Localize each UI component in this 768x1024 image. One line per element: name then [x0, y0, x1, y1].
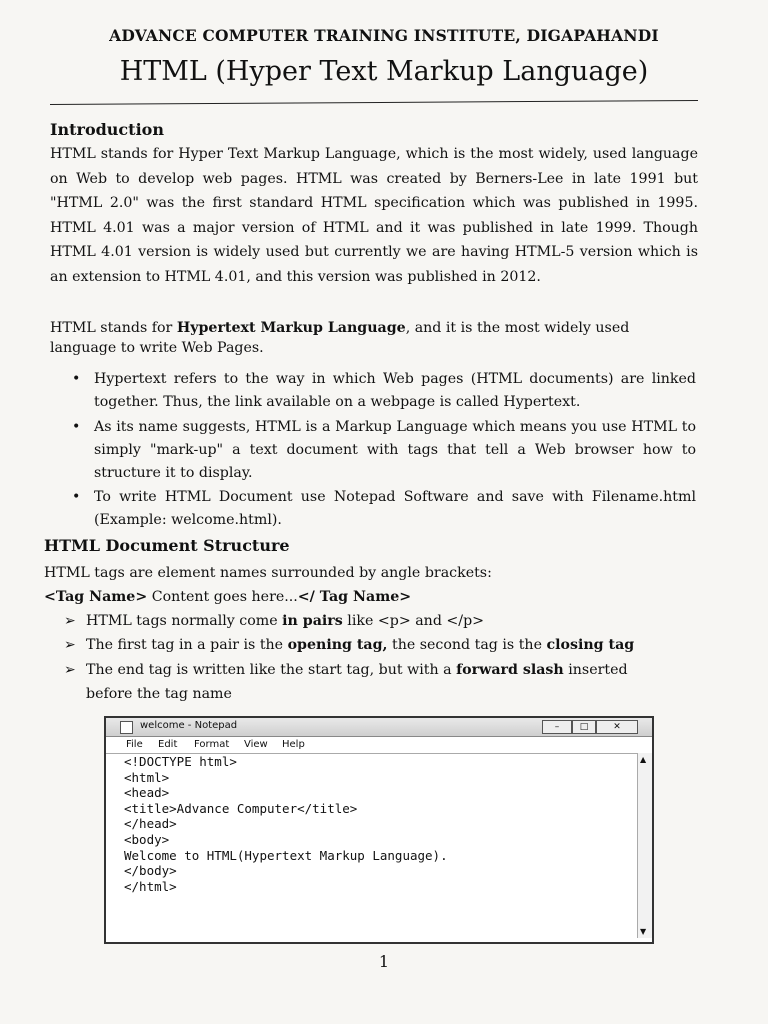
menu-edit[interactable]: Edit [158, 739, 178, 750]
menu-file[interactable]: File [126, 739, 143, 750]
arrow-text-bold: closing tag [546, 637, 635, 653]
arrow-text-bold: in pairs [282, 613, 343, 629]
code-line: <head> [124, 785, 170, 801]
code-line: </body> [124, 863, 177, 879]
arrow-bullet-icon: ➢ [64, 662, 76, 678]
arrow-text-part: like <p> and </p> [342, 613, 485, 629]
maximize-icon[interactable]: □ [572, 720, 596, 734]
title-divider [50, 100, 698, 105]
tag-close-example: </ Tag Name> [297, 589, 412, 605]
arrow-text [86, 609, 696, 633]
intro-paragraph-2 [50, 318, 698, 358]
bullet-dot: • [72, 371, 81, 387]
tag-content-example: Content goes here... [147, 589, 298, 605]
institute-name: ADVANCE COMPUTER TRAINING INSTITUTE, DIGAPAHANDI [109, 26, 659, 45]
close-icon[interactable]: ✕ [596, 720, 638, 734]
menu-format[interactable]: Format [194, 739, 230, 750]
arrow-bullet-icon: ➢ [64, 613, 76, 629]
bullet-text: To write HTML Document use Notepad Software and save with Filename.html (Example: welcome.html). [94, 489, 696, 528]
arrow-bullet-icon: ➢ [64, 637, 76, 653]
intro-paragraph: HTML stands for Hyper Text Markup Language, which is the most widely, used language on Web to develop web pages. HTML was created by Berners-Lee in late 1991 but "HTML 2.0" was the first standard HTML specification which was published in 1995. HTML 4.01 was a major version of HTML and it was published in late 1999. Though HTML 4.01 version is widely used but currently we are having HTML-5 version which is an extension to HTML 4.01, and this version was published in 2012. [50, 146, 698, 285]
vertical-scrollbar[interactable] [637, 753, 652, 938]
arrow-text-bold: forward slash [456, 662, 564, 678]
menu-help[interactable]: Help [282, 739, 305, 750]
scroll-down-icon[interactable]: ▼ [640, 927, 647, 936]
notepad-window [104, 716, 654, 944]
notepad-text-area[interactable] [124, 754, 624, 894]
p2-bold: Hypertext Markup Language [176, 320, 406, 336]
page-number: 1 [378, 952, 390, 971]
arrow-text: before the tag name [86, 686, 232, 702]
structure-heading: HTML Document Structure [44, 536, 290, 555]
arrow-text-part: The end tag is written like the start tag, but with a [86, 662, 457, 678]
p2-text-a: HTML stands for [50, 320, 177, 336]
code-line: </html> [124, 878, 177, 894]
tag-open-example: <Tag Name> [44, 589, 148, 605]
arrow-text [86, 658, 696, 682]
structure-line-1: HTML tags are element names surrounded by angle brackets: [44, 565, 492, 581]
p2-text-b: , and it is the most widely used language to write Web Pages. [50, 320, 630, 356]
intro-heading: Introduction [50, 120, 164, 139]
notepad-titlebar [106, 718, 652, 737]
arrow-text-part: The first tag in a pair is the [86, 637, 288, 653]
bullet-text: As its name suggests, HTML is a Markup Language which means you use HTML to simply "mark-up" a text document with tags that tell a Web browser how to structure it to display. [94, 419, 696, 481]
arrow-text-bold: opening tag, [287, 637, 388, 653]
bullet-dot: • [72, 419, 81, 435]
arrow-text-part: inserted [563, 662, 628, 678]
arrow-text-part: the second tag is the [387, 637, 547, 653]
bullet-text: Hypertext refers to the way in which Web pages (HTML documents) are linked together. Thus, the link available on a webpage is called Hypertext. [94, 371, 696, 410]
code-line: <body> [124, 831, 170, 847]
bullet-dot: • [72, 489, 81, 505]
page-title: HTML (Hyper Text Markup Language) [119, 56, 649, 87]
notepad-title: welcome - Notepad [140, 720, 238, 731]
menu-view[interactable]: View [244, 739, 268, 750]
structure-line-2 [44, 587, 692, 607]
code-line: <!DOCTYPE html> [124, 754, 237, 769]
arrow-text-part: HTML tags normally come [86, 613, 283, 629]
code-line: <html> [124, 769, 170, 785]
notepad-icon [120, 721, 133, 734]
notepad-menubar [106, 737, 652, 754]
minimize-icon[interactable]: – [542, 720, 572, 734]
scroll-up-icon[interactable]: ▲ [640, 755, 647, 764]
code-line: Welcome to HTML(Hypertext Markup Language). [124, 847, 448, 863]
code-line: </head> [124, 816, 177, 832]
code-line: <title>Advance Computer</title> [124, 800, 358, 816]
arrow-text [86, 633, 696, 657]
